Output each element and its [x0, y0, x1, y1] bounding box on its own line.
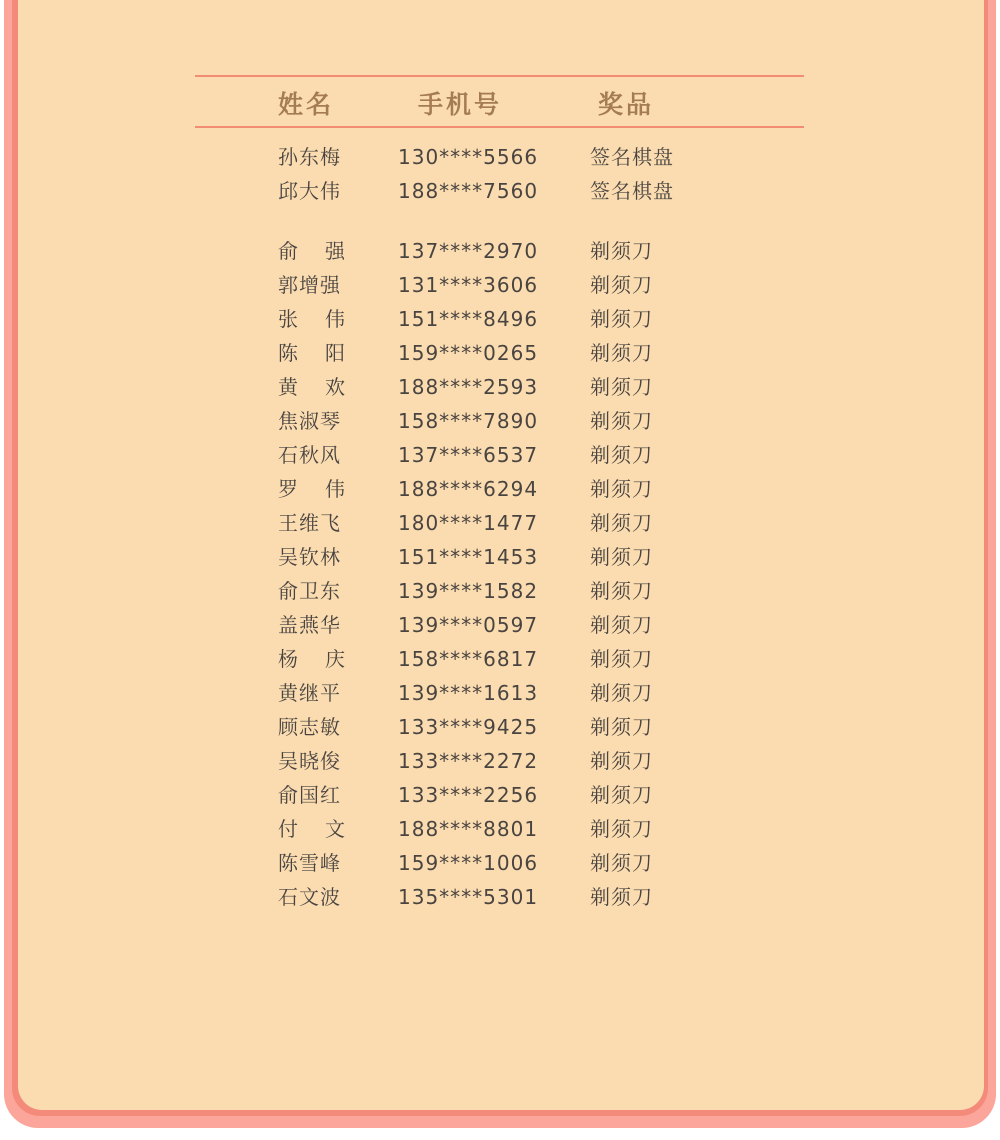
winner-prize: 剃须刀 — [590, 375, 653, 399]
winner-name: 罗 伟 — [278, 477, 345, 501]
winner-prize: 剃须刀 — [590, 239, 653, 263]
table-row — [0, 676, 1000, 710]
winner-prize: 剃须刀 — [590, 613, 653, 637]
table-row — [0, 608, 1000, 642]
winner-phone: 188****7560 — [398, 179, 539, 203]
winner-name: 黄 欢 — [278, 375, 345, 399]
table-row — [0, 234, 1000, 268]
winner-name: 黄继平 — [278, 681, 341, 705]
winner-prize: 签名棋盘 — [590, 145, 674, 169]
winner-phone: 137****6537 — [398, 443, 539, 467]
winner-prize: 剃须刀 — [590, 647, 653, 671]
winner-name: 张 伟 — [278, 307, 345, 331]
winner-name: 焦淑琴 — [278, 409, 341, 433]
winner-phone: 133****9425 — [398, 715, 539, 739]
winner-prize: 剃须刀 — [590, 783, 653, 807]
winner-name: 付 文 — [278, 817, 345, 841]
winner-phone: 139****0597 — [398, 613, 539, 637]
winner-phone: 139****1613 — [398, 681, 539, 705]
winner-prize: 剃须刀 — [590, 511, 653, 535]
table-row — [0, 174, 1000, 208]
winner-prize: 剃须刀 — [590, 749, 653, 773]
winner-name: 王维飞 — [278, 511, 341, 535]
winner-phone: 137****2970 — [398, 239, 539, 263]
winner-prize: 剃须刀 — [590, 545, 653, 569]
winner-phone: 158****7890 — [398, 409, 539, 433]
winner-name: 俞卫东 — [278, 579, 341, 603]
table-row — [0, 642, 1000, 676]
table-row — [0, 710, 1000, 744]
winner-prize: 剃须刀 — [590, 851, 653, 875]
winners-list — [0, 140, 1000, 914]
winner-name: 吴钦林 — [278, 545, 341, 569]
winner-phone: 180****1477 — [398, 511, 539, 535]
table-row — [0, 370, 1000, 404]
table-row — [0, 336, 1000, 370]
winner-name: 俞国红 — [278, 783, 341, 807]
winner-phone: 151****1453 — [398, 545, 539, 569]
header-bottom-rule — [195, 126, 804, 128]
winner-prize: 剃须刀 — [590, 715, 653, 739]
winner-phone: 158****6817 — [398, 647, 539, 671]
winner-name: 顾志敏 — [278, 715, 341, 739]
table-row — [0, 404, 1000, 438]
winner-phone: 159****1006 — [398, 851, 539, 875]
winner-prize: 签名棋盘 — [590, 179, 674, 203]
winner-name: 盖燕华 — [278, 613, 341, 637]
winner-name: 邱大伟 — [278, 179, 341, 203]
winner-name: 郭增强 — [278, 273, 341, 297]
table-row — [0, 438, 1000, 472]
winner-name: 孙东梅 — [278, 145, 341, 169]
winner-prize: 剃须刀 — [590, 273, 653, 297]
winner-phone: 188****6294 — [398, 477, 539, 501]
winner-prize: 剃须刀 — [590, 477, 653, 501]
table-row — [0, 778, 1000, 812]
winner-phone: 139****1582 — [398, 579, 539, 603]
winner-prize: 剃须刀 — [590, 409, 653, 433]
winner-name: 吴晓俊 — [278, 749, 341, 773]
winner-prize: 剃须刀 — [590, 681, 653, 705]
winner-phone: 133****2272 — [398, 749, 539, 773]
table-row — [0, 472, 1000, 506]
column-header-phone: 手机号 — [418, 90, 503, 119]
winner-phone: 130****5566 — [398, 145, 539, 169]
table-row — [0, 140, 1000, 174]
winner-phone: 131****3606 — [398, 273, 539, 297]
column-header-name: 姓名 — [278, 90, 335, 119]
table-row — [0, 744, 1000, 778]
table-row — [0, 812, 1000, 846]
winner-prize: 剃须刀 — [590, 885, 653, 909]
table-row — [0, 880, 1000, 914]
winner-phone: 151****8496 — [398, 307, 539, 331]
winner-name: 杨 庆 — [278, 647, 345, 671]
header-top-rule — [195, 75, 804, 77]
winner-prize: 剃须刀 — [590, 579, 653, 603]
winner-name: 石秋风 — [278, 443, 341, 467]
winner-phone: 159****0265 — [398, 341, 539, 365]
winner-name: 陈雪峰 — [278, 851, 341, 875]
table-row — [0, 846, 1000, 880]
winner-phone: 188****2593 — [398, 375, 539, 399]
winner-phone: 133****2256 — [398, 783, 539, 807]
table-row — [0, 506, 1000, 540]
winner-name: 俞 强 — [278, 239, 345, 263]
column-header-prize: 奖品 — [598, 90, 655, 119]
winner-name: 石文波 — [278, 885, 341, 909]
winner-prize: 剃须刀 — [590, 341, 653, 365]
winner-name: 陈 阳 — [278, 341, 345, 365]
winner-prize: 剃须刀 — [590, 443, 653, 467]
winner-prize: 剃须刀 — [590, 817, 653, 841]
winner-prize: 剃须刀 — [590, 307, 653, 331]
table-row — [0, 302, 1000, 336]
winner-phone: 188****8801 — [398, 817, 539, 841]
table-row — [0, 268, 1000, 302]
table-row — [0, 540, 1000, 574]
winner-phone: 135****5301 — [398, 885, 539, 909]
table-row — [0, 574, 1000, 608]
